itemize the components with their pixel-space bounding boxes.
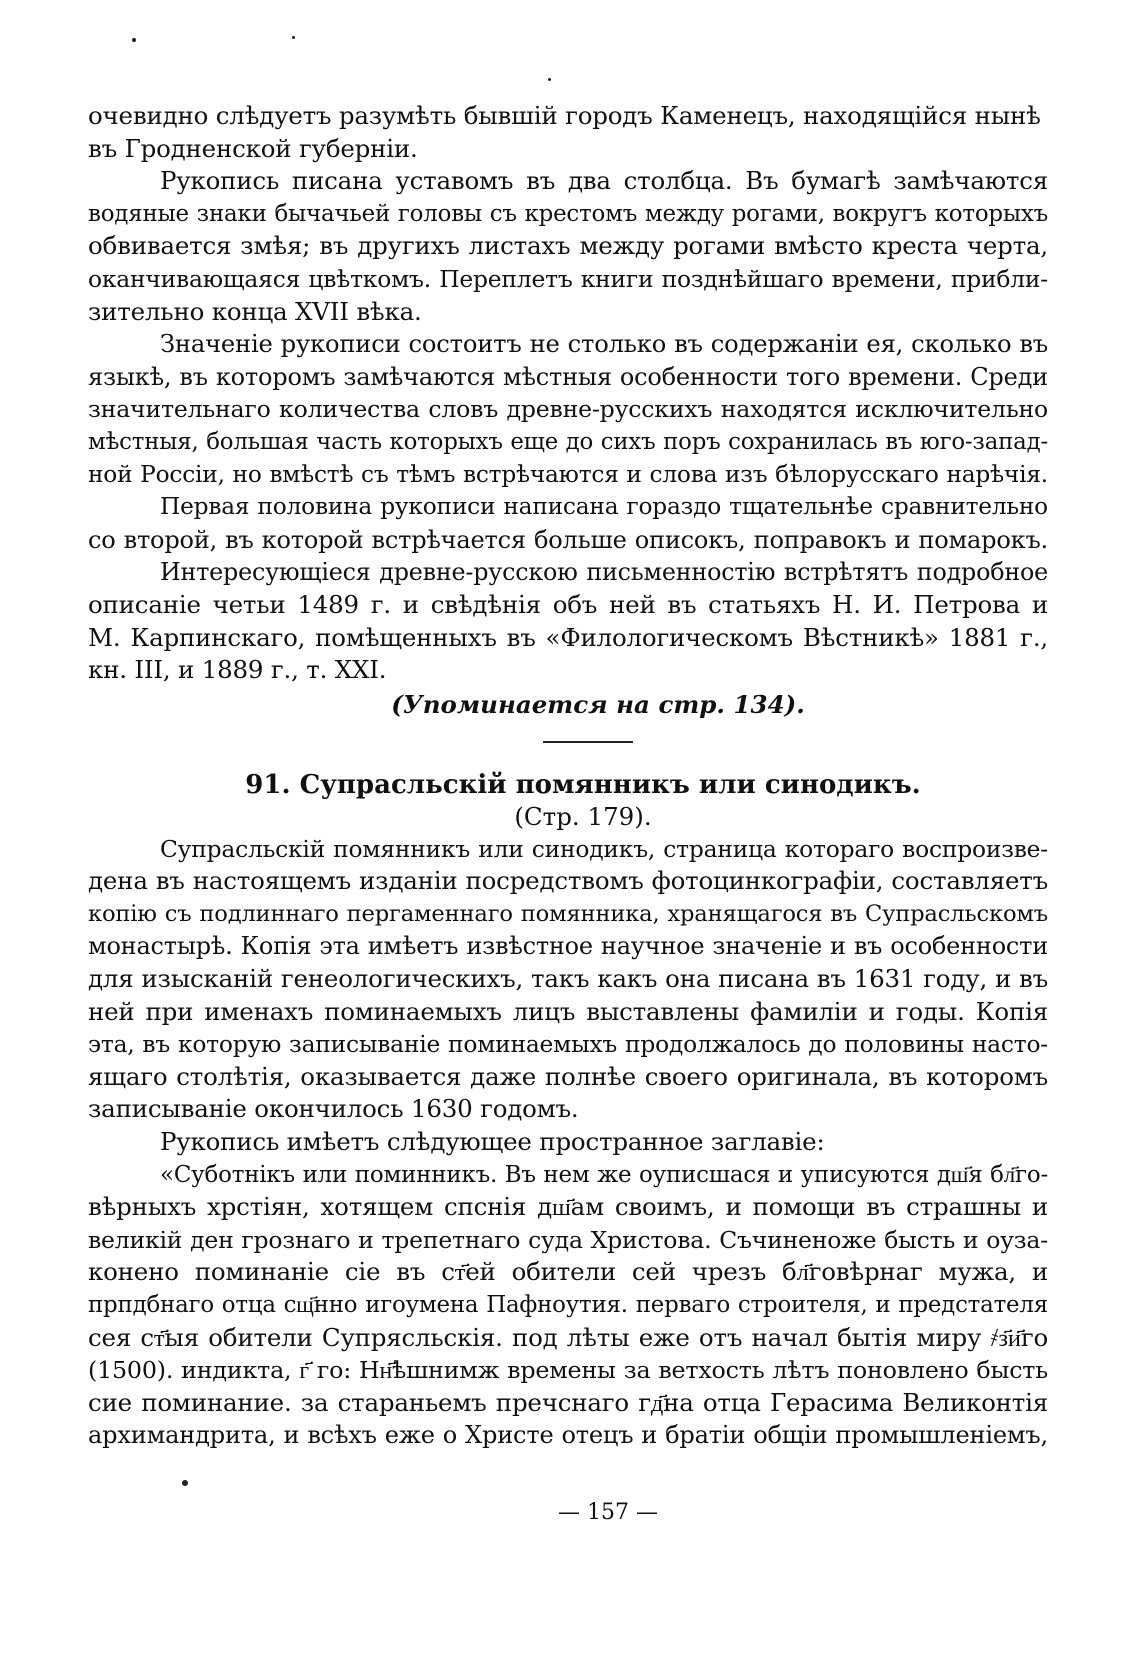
text-line: ней при именахъ поминаемыхъ лицъ выставлены фамиліи и годы. Копія <box>88 996 1048 1026</box>
text-line: Рукопись имѣетъ слѣдующее пространное заглавіе: <box>160 1127 825 1157</box>
synodikon-paragraph <box>88 833 1048 1126</box>
text-line: обвивается змѣя; въ другихъ листахъ между рогами вмѣсто креста черта, <box>88 231 1048 261</box>
text-line: для изысканій генеологическихъ, такъ какъ она писана въ 1631 году, и въ <box>88 964 1048 994</box>
text-line: кн. III, и 1889 г., т. XXI. <box>88 655 387 685</box>
quoted-title-paragraph <box>88 1159 1048 1452</box>
text-line: зительно конца XVII вѣка. <box>88 296 422 326</box>
title-intro-paragraph <box>88 1126 1048 1159</box>
text-line: вѣрныхъ хрстіян, хотящем спснія дш҃ам своимъ, и помощи въ страшны и <box>88 1192 1048 1222</box>
text-line: монастырѣ. Копія эта имѣетъ извѣстное научное значеніе и въ особенности <box>88 932 1048 961</box>
text-line: описаніе четьи 1489 г. и свѣдѣнія объ ней въ статьяхъ Н. И. Петрова и <box>88 589 1048 619</box>
text-line: Значеніе рукописи состоитъ не столько въ содержаніи ея, сколько въ <box>160 330 1048 359</box>
text-line: Супрасльскій помянникъ или синодикъ, страница котораго воспроизве- <box>160 834 1048 863</box>
section-divider <box>543 741 633 743</box>
text-line: конено поминаніе сіе въ ст҃ей обители сей чрезъ бл҃говѣрнаг мужа, и <box>88 1257 1048 1287</box>
text-line: со второй, въ которой встрѣчается больше описокъ, поправокъ и помарокъ. <box>88 525 1048 554</box>
text-line: (1500). индикта, г҃ го: Нн҃ѣшнимж времены за ветхость лѣтъ поновлено бысть <box>88 1356 1048 1385</box>
manuscript-paragraph <box>88 165 1048 328</box>
scan-speck <box>132 38 136 42</box>
scan-speck <box>182 1480 188 1486</box>
cross-reference-note: (Упоминается на стр. 134). <box>391 689 805 719</box>
interested-paragraph <box>88 556 1048 686</box>
text-line: великій ден грознаго и трепетнаго суда Христова. Съчиненоже бысть и оуза- <box>88 1225 1048 1254</box>
intro-paragraph <box>88 100 1048 165</box>
text-line: мѣстныя, большая часть которыхъ еще до сихъ поръ сохранилась въ юго-запад- <box>88 428 1048 455</box>
text-line: въ Гродненской губерніи. <box>88 133 418 163</box>
text-line: М. Карпинскаго, помѣщенныхъ въ «Филологическомъ Вѣстникѣ» 1881 г., <box>88 622 1048 652</box>
text-line: очевидно слѣдуетъ разумѣть бывшій городъ Каменецъ, находящійся нынѣ <box>88 101 1041 130</box>
page-number: — 157 — <box>558 1500 658 1525</box>
text-line: дена въ настоящемъ изданіи посредствомъ фотоцинкографіи, составляетъ <box>88 866 1048 896</box>
text-line: ной Россіи, но вмѣстѣ съ тѣмъ встрѣчаются и слова изъ бѣлорусскаго нарѣчія. <box>88 460 1048 488</box>
text-line: сие поминание. за стараньемъ пречснаго гд҃на отца Герасима Великонтія <box>88 1387 1048 1417</box>
first-half-paragraph <box>88 491 1048 556</box>
text-line: архимандрита, и всѣхъ еже о Христе отецъ и братіи общіи промышленіемъ, <box>88 1421 1048 1450</box>
text-line: оканчивающаяся цвѣткомъ. Переплетъ книги позднѣйшаго времени, прибли- <box>88 264 1048 293</box>
book-page <box>88 100 1048 1525</box>
scan-speck <box>292 36 295 39</box>
text-line: копію съ подлиннаго пергаменнаго помянника, хранящагося въ Супрасльскомъ <box>88 900 1048 927</box>
section-page-reference: (Стр. 179). <box>514 801 652 831</box>
text-line: значительнаго количества словъ древне-русскихъ находятся исключительно <box>88 395 1048 424</box>
text-line: сея ст҃ыя обители Супрясльскія. под лѣты еже отъ начал бытія миру ҂з҃и҃го <box>88 1322 1048 1352</box>
text-line: водяные знаки бычачьей головы съ крестомъ между рогами, вокругъ которыхъ <box>88 200 1048 227</box>
text-line: записываніе окончилось 1630 годомъ. <box>88 1094 579 1124</box>
text-line: ящаго столѣтія, оказывается даже полнѣе своего оригинала, въ которомъ <box>88 1061 1048 1091</box>
text-line: «Суботнікъ или поминникъ. Въ нем же оуписшася и уписуются дш҃я бл҃го- <box>160 1161 1048 1188</box>
text-line: прпдбнаго отца сщ҃нно игоумена Пафноутия. перваго строителя, и предстателя <box>88 1292 1048 1318</box>
text-line: эта, въ которую записываніе поминаемыхъ продолжалось до половины насто- <box>88 1030 1048 1059</box>
section-heading: 91. Супрасльскій помянникъ или синодикъ. <box>245 769 921 800</box>
scan-speck <box>548 78 551 81</box>
significance-paragraph <box>88 328 1048 491</box>
text-line: Первая половина рукописи написана гораздо тщательнѣе сравнительно <box>160 493 1048 521</box>
text-line: Интересующіеся древне-русскою письменностію встрѣтятъ подробное <box>160 558 1048 587</box>
text-line: языкѣ, въ которомъ замѣчаются мѣстныя особенности того времени. Среди <box>88 362 1048 391</box>
text-line: Рукопись писана уставомъ въ два столбца. Въ бумагѣ замѣчаются <box>160 166 1048 196</box>
